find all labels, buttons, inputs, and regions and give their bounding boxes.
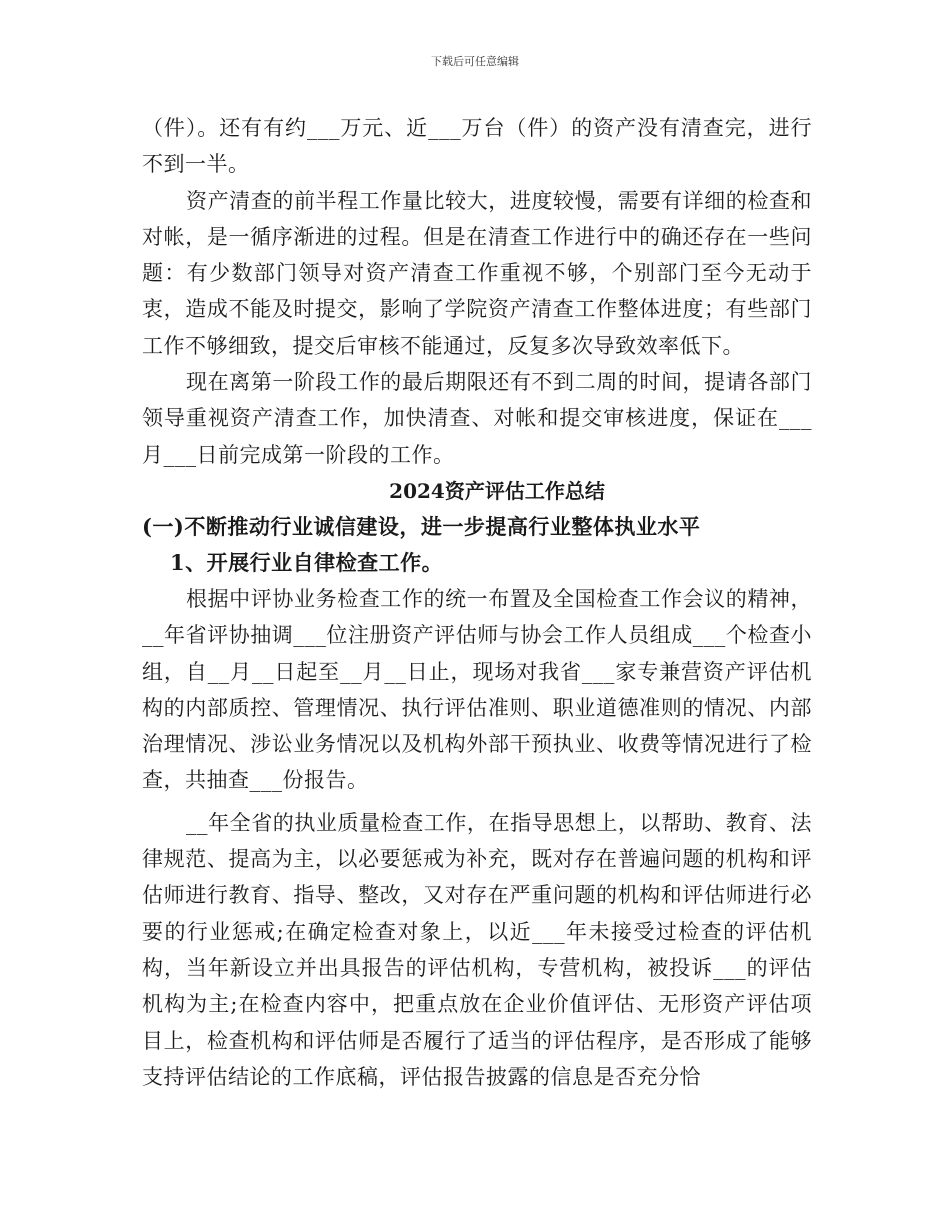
paragraph-inspection-overview: 根据中评协业务检查工作的统一布置及全国检查工作会议的精神，__年省评协抽调___位注册资产评估师与协会工作人员组成___个检查小组，自__月__日起至__月__日止，现场对我省___家专兼营资产评估机构的内部质控、管理情况、执行评估准则、职业道德准则的情况、内部治理情况、涉讼业务情况以及机构外部干预执业、收费等情况进行了检查，共抽查___份报告。 bbox=[142, 586, 812, 793]
document-body bbox=[142, 110, 812, 1095]
page-header: 下载后可任意编辑 bbox=[431, 55, 519, 68]
paragraph-deadline: 现在离第一阶段工作的最后期限还有不到二周的时间，提请各部门领导重视资产清查工作，加快清查、对帐和提交审核进度，保证在___月___日前完成第一阶段的工作。 bbox=[142, 370, 812, 467]
paragraph-progress-issues: 资产清查的前半程工作量比较大，进度较慢，需要有详细的检查和对帐，是一循序渐进的过程。但是在清查工作进行中的确还存在一些问题：有少数部门领导对资产清查工作重视不够，个别部门至今无动于衷，造成不能及时提交，影响了学院资产清查工作整体进度；有些部门工作不够细致，提交后审核不能通过，反复多次导致效率低下。 bbox=[142, 188, 812, 358]
document-title: 2024资产评估工作总结 bbox=[389, 478, 605, 503]
paragraph-inspection-approach: __年全省的执业质量检查工作，在指导思想上，以帮助、教育、法律规范、提高为主，以必要惩戒为补充，既对存在普遍问题的机构和评估师进行教育、指导、整改，又对存在严重问题的机构和评估师进行必要的行业惩戒;在确定检查对象上，以近___年未接受过检查的评估机构，当年新设立并出具报告的评估机构，专营机构，被投诉___的评估机构为主;在检查内容中，把重点放在企业价值评估、无形资产评估项目上，检查机构和评估师是否履行了适当的评估程序，是否形成了能够支持评估结论的工作底稿，评估报告披露的信息是否充分恰 bbox=[142, 810, 812, 1089]
paragraph-continued: （件）。还有有约___万元、近___万台（件）的资产没有清查完，进行不到一半。 bbox=[142, 116, 812, 177]
section-heading-1: (一)不断推动行业诚信建设，进一步提高行业整体执业水平 bbox=[142, 513, 701, 539]
subsection-heading-1: 1、开展行业自律检查工作。 bbox=[170, 549, 444, 575]
